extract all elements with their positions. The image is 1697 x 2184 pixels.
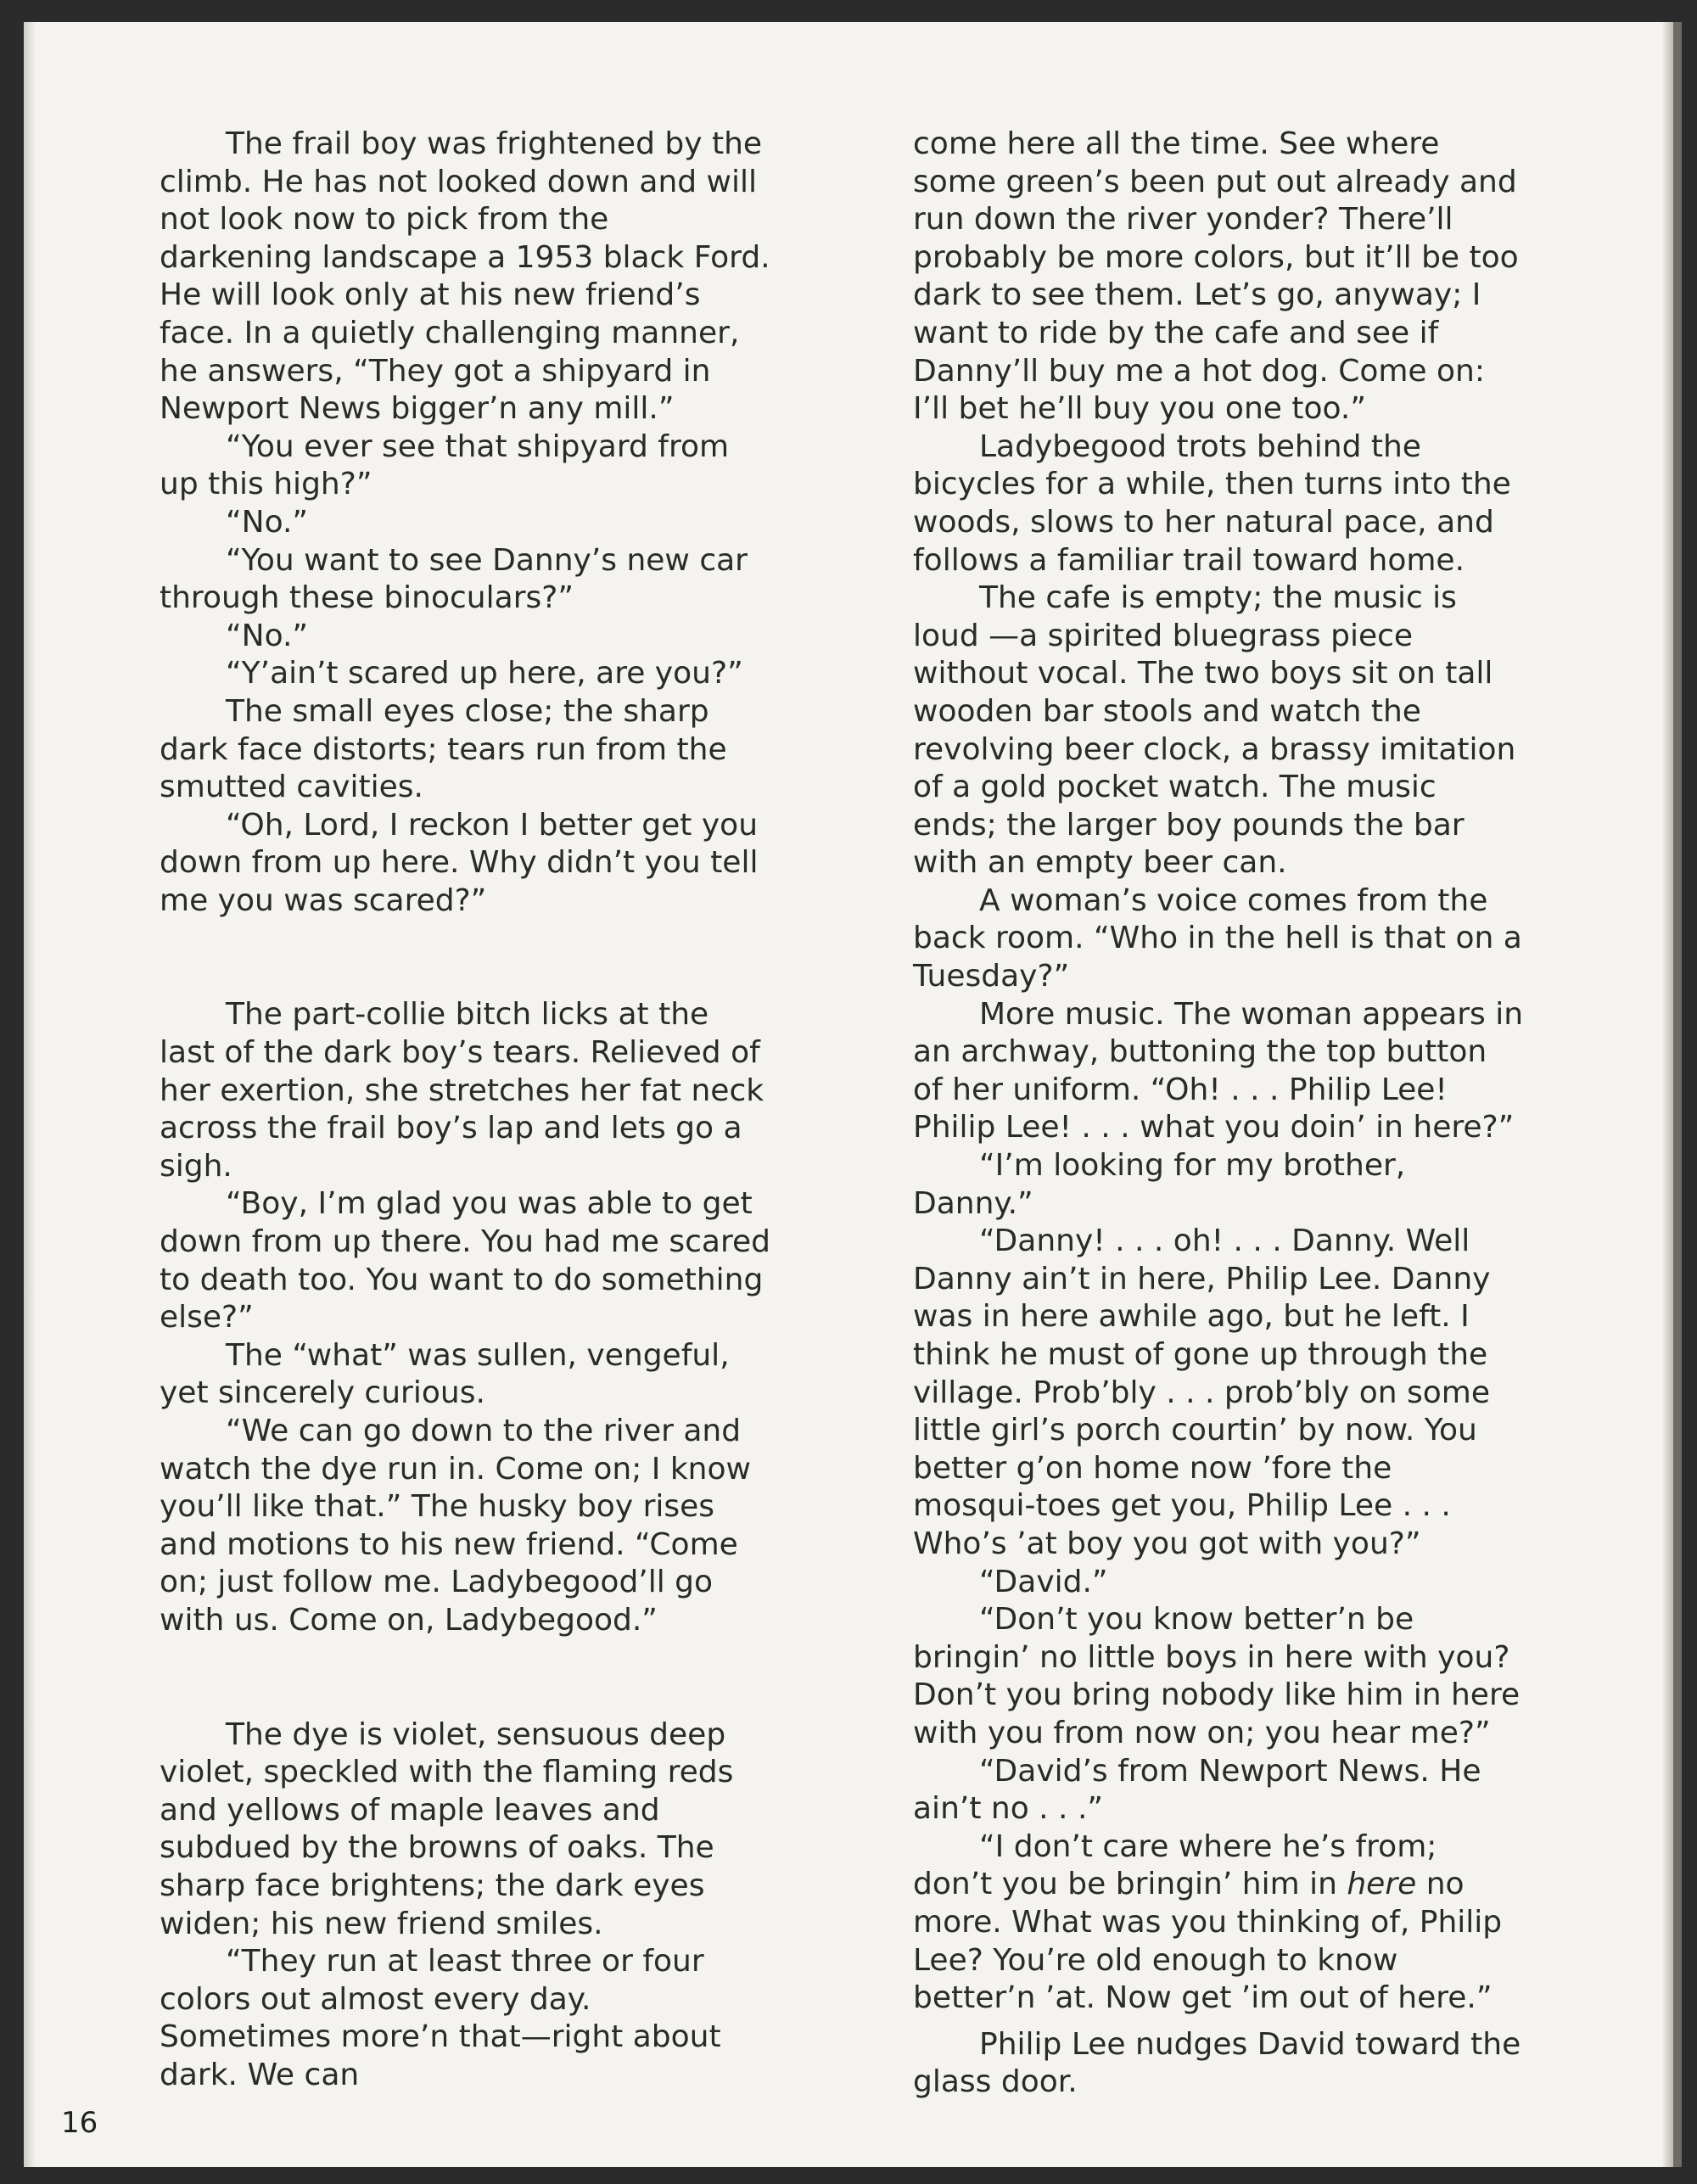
paragraph: The frail boy was frightened by the climb. He has not looked down and will not look now to pick from the darkening landscape a 1953 black Ford. He will look only at his new friend’s face. In a quietly challenging manner, he answers, “They got a shipyard in Newport News bigger’n any mill.” <box>160 126 770 427</box>
paragraph: “Don’t you know better’n be bringin’ no little boys in here with you? Don’t you bring nobody like him in here with you from now on; you hear me?” <box>913 1602 1521 1750</box>
paragraph: “You ever see that shipyard from up this high?” <box>160 428 730 502</box>
binding-shadow-left <box>24 22 36 2167</box>
paragraph: “David.” <box>979 1564 1108 1599</box>
paragraph: Philip Lee nudges David toward the glass door. <box>913 2026 1521 2100</box>
paragraph: Ladybegood trots behind the bicycles for a while, then turns into the woods, slows to her natural pace, and follows a familiar trail toward home. <box>913 428 1511 578</box>
paragraph: The dye is violet, sensuous deep violet, speckled with the flaming reds and yellows of maple leaves and subdued by the browns of oaks. The sharp face brightens; the dark eyes widen; his new friend smiles. <box>160 1716 734 1941</box>
paragraph: “No.” <box>226 504 309 540</box>
paragraph: “No.” <box>226 618 309 653</box>
emphasized-word: here <box>1347 1867 1417 1902</box>
paragraph: come here all the time. See where some green’s been put out already and run down the river yonder? There’ll probably be more colors, but it’ll be too dark to see them. Let’s go, anyway; I want to ride by the cafe and see if Danny’ll buy me a hot dog. Come on: I’ll bet he’ll buy you one too.” <box>913 126 1519 427</box>
paragraph: A woman’s voice comes from the back room. “Who in the hell is that on a Tuesday?” <box>913 882 1522 994</box>
paragraph: “We can go down to the river and watch the dye run in. Come on; I know you’ll like that.” The husky boy rises and motions to his new friend. “Come on; just follow me. Ladybegood’ll go with us. Come on, Ladybegood.” <box>160 1414 751 1638</box>
paragraph-text: no more. What was you thinking of, Philip Lee? You’re old enough to know better’n ’at. Now get ’im out of here.” <box>913 1867 1503 2016</box>
paragraph <box>913 1828 1524 2018</box>
paragraph: More music. The woman appears in an archway, buttoning the top button of her uniform. “Oh! . . . Philip Lee! Philip Lee! . . . what you doin’ in here?” <box>913 996 1524 1145</box>
left-text-column <box>160 126 770 2095</box>
paragraph: The “what” was sullen, vengeful, yet sincerely curious. <box>160 1337 730 1411</box>
paragraph: The small eyes close; the sharp dark face distorts; tears run from the smutted cavities. <box>160 693 727 805</box>
paragraph: The part-collie bitch licks at the last of the dark boy’s tears. Relieved of her exertion, she stretches her fat neck across the frail boy’s lap and lets go a sigh. <box>160 997 764 1184</box>
paragraph: “Y’ain’t scared up here, are you?” <box>226 656 743 692</box>
paragraph: “David’s from Newport News. He ain’t no . . .” <box>913 1753 1481 1827</box>
paragraph: “Oh, Lord, I reckon I better get you down from up here. Why didn’t you tell me you was scared?” <box>160 807 759 918</box>
page-edge <box>1673 22 1682 2167</box>
paragraph: “Boy, I’m glad you was able to get down from up there. You had me scared to death too. You want to do something else?” <box>160 1186 770 1336</box>
paragraph-text: “I don’t care where he’s from; don’t you be bringin’ him in <box>913 1828 1437 1902</box>
paragraph-spacing <box>913 2018 1524 2026</box>
paragraph: “You want to see Danny’s new car through these binoculars?” <box>160 542 748 616</box>
section-break <box>160 920 770 996</box>
binding-shadow-right <box>1661 22 1673 2167</box>
section-break <box>160 1640 770 1716</box>
page-number: 16 <box>61 2106 98 2140</box>
paragraph: The cafe is empty; the music is loud —a spirited bluegrass piece without vocal. The two boys sit on tall wooden bar stools and watch the revolving beer clock, a brassy imitation of a gold pocket watch. The music ends; the larger boy pounds the bar with an empty beer can. <box>913 580 1516 881</box>
right-text-column <box>913 126 1524 2102</box>
paragraph: “Danny! . . . oh! . . . Danny. Well Danny ain’t in here, Philip Lee. Danny was in here awhile ago, but he left. I think he must of gone up through the village. Prob’bly . . . prob’bly on some little girl’s porch courtin’ by now. You better g’on home now ’fore the mosqui-toes get you, Philip Lee . . . Who’s ’at boy you got with you?” <box>913 1224 1491 1561</box>
paragraph: “I’m looking for my brother, Danny.” <box>913 1148 1406 1221</box>
paragraph: “They run at least three or four colors out almost every day. Sometimes more’n that—right about dark. We can <box>160 1944 721 2092</box>
